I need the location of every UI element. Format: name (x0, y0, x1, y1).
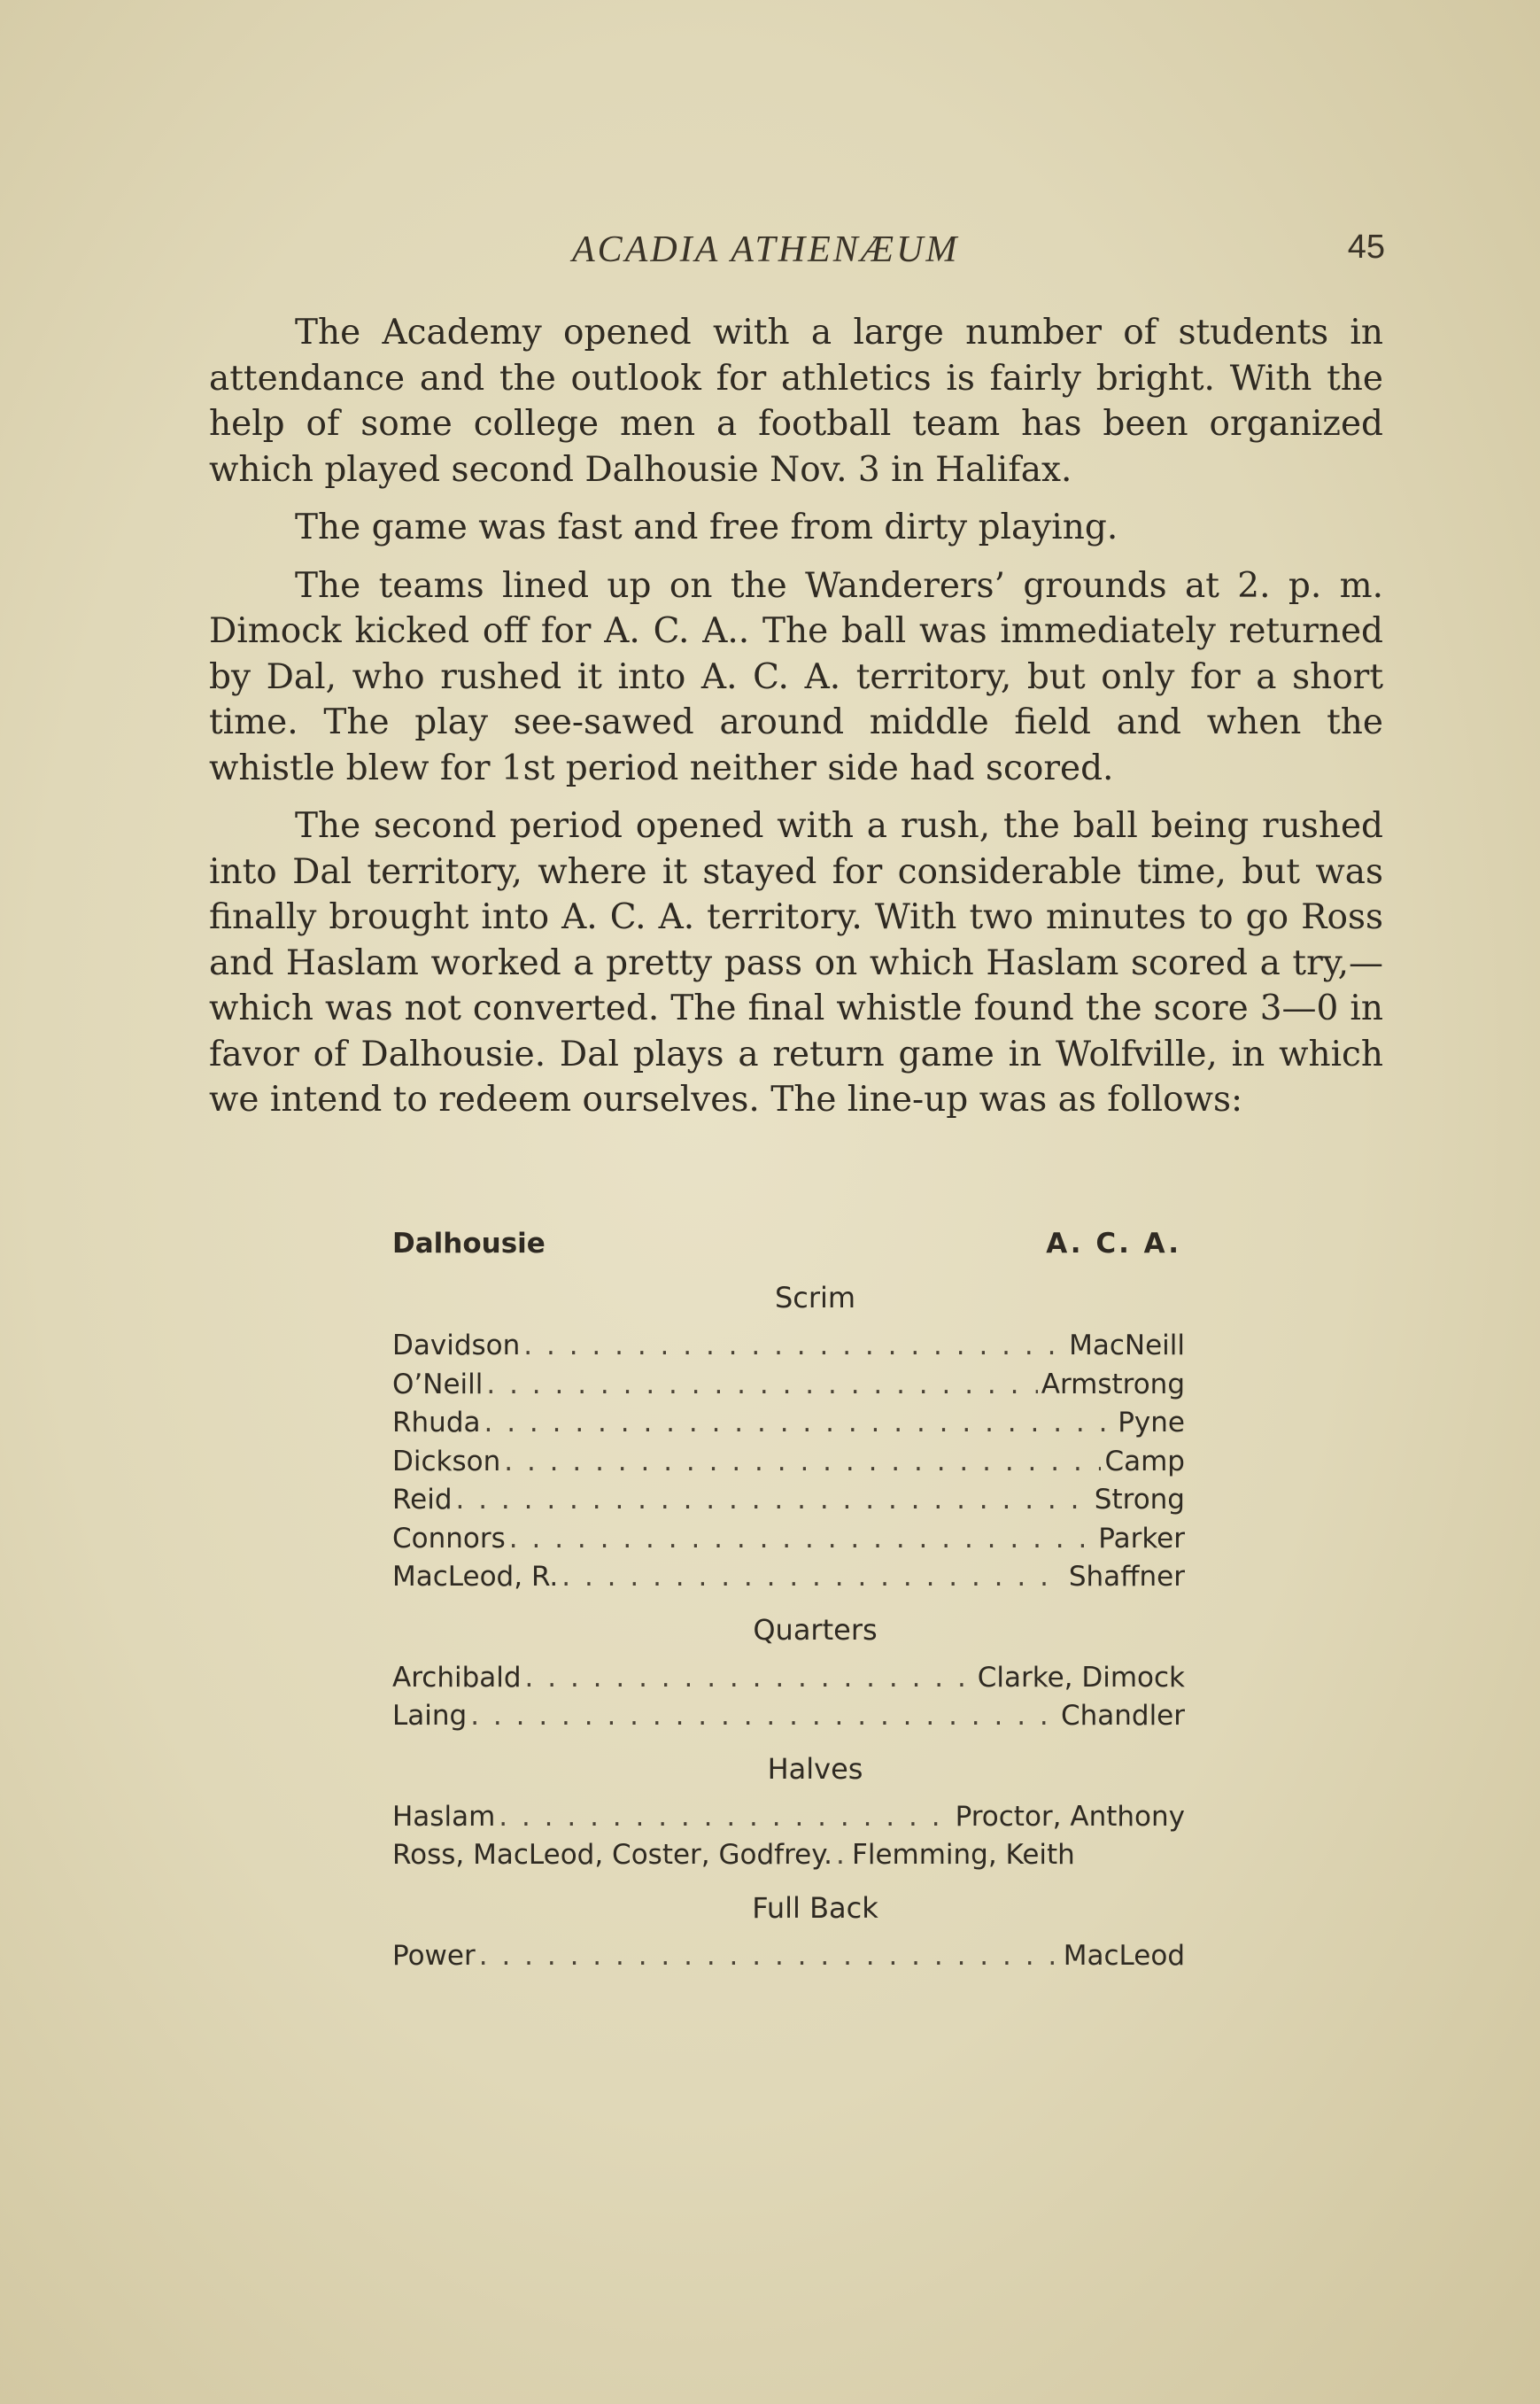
lineup-row (392, 1836, 1185, 1875)
left-player: Reid (392, 1484, 453, 1516)
right-player: Strong (1094, 1484, 1185, 1516)
right-player: Clarke, Dimock (977, 1661, 1185, 1694)
right-player: Chandler (1060, 1700, 1185, 1732)
leader-dots (836, 1836, 848, 1875)
lineup-section-scrim (392, 1277, 1185, 1597)
left-player: MacLeod, R. (392, 1561, 559, 1593)
leader-dots (470, 1697, 1057, 1736)
right-player: Camp (1104, 1445, 1185, 1477)
right-player: Armstrong (1041, 1368, 1185, 1400)
leader-dots (484, 1404, 1115, 1443)
leader-dots (456, 1481, 1091, 1520)
section-title: Halves (767, 1751, 863, 1786)
running-title: ACADIA ATHENÆUM (572, 229, 960, 270)
lineup-row (392, 1697, 1185, 1736)
left-player: O’Neill (392, 1368, 484, 1400)
lineup-section-full-back (392, 1888, 1185, 1976)
left-player: Dickson (392, 1445, 501, 1477)
lineup-row (392, 1327, 1185, 1366)
section-title: Scrim (774, 1281, 856, 1314)
section-title: Full Back (752, 1890, 878, 1925)
article-body (209, 310, 1383, 1136)
right-player: Parker (1098, 1522, 1185, 1555)
lineup-row (392, 1659, 1185, 1698)
lineup-row (392, 1404, 1185, 1443)
leader-dots (509, 1520, 1095, 1559)
left-player: Laing (392, 1700, 468, 1732)
left-player: Power (392, 1939, 476, 1972)
lineup-section-halves (392, 1749, 1185, 1875)
lineup-table (392, 1228, 1185, 1988)
leader-dots (525, 1659, 974, 1698)
paragraph: The teams lined up on the Wanderers’ grounds at 2. p. m. Dimock kicked off for A. C. A.. The ball was immediately returned by Dal, who rushed it into A. C. A. territory, but only for a short time. The play see-sawed around middle field and when the whistle blew for 1st period neither side had scored. (209, 565, 1383, 788)
lineup-row (392, 1558, 1185, 1597)
right-player: Flemming, Keith (852, 1839, 1075, 1871)
left-player: Archibald (392, 1661, 522, 1694)
leader-dots (561, 1558, 1065, 1597)
left-player: Ross, MacLeod, Coster, Godfrey. (392, 1839, 832, 1871)
paragraph: The game was fast and free from dirty playing. (295, 508, 1118, 547)
lineup-header (392, 1228, 1185, 1274)
page-number: 45 (1347, 229, 1385, 266)
left-player: Connors (392, 1522, 506, 1555)
lineup-row (392, 1798, 1185, 1837)
lineup-row (392, 1520, 1185, 1559)
right-team-name: A. C. A. (1046, 1228, 1181, 1260)
left-player: Rhuda (392, 1407, 481, 1439)
right-player: MacLeod (1063, 1939, 1185, 1972)
page-header (563, 229, 1385, 282)
leader-dots (523, 1327, 1065, 1366)
left-player: Haslam (392, 1800, 496, 1833)
left-player: Davidson (392, 1330, 521, 1361)
leader-dots (486, 1366, 1037, 1405)
leader-dots (499, 1798, 951, 1837)
lineup-row (392, 1481, 1185, 1520)
right-player: Proctor, Anthony (955, 1800, 1185, 1833)
right-player: MacNeill (1069, 1330, 1185, 1361)
paragraph: The second period opened with a rush, the ball being rushed into Dal territory, where it stayed for considerable time, but was finally brought into A. C. A. territory. With two minutes to go Ross and Haslam worked a pretty pass on which Haslam scored a try,—which was not converted. The final whistle found the score 3—0 in favor of Dalhousie. Dal plays a return game in Wolfville, in which we intend to redeem ourselves. The line-up was as follows: (209, 806, 1383, 1120)
paragraph: The Academy opened with a large number of students in attendance and the outlook for athletics is fairly bright. With the help of some college men a football team has been organized which played second Dalhousie Nov. 3 in Halifax. (209, 313, 1383, 490)
leader-dots (479, 1937, 1060, 1976)
lineup-row (392, 1937, 1185, 1976)
leader-dots (504, 1443, 1101, 1482)
left-team-name: Dalhousie (392, 1228, 546, 1260)
lineup-section-quarters (392, 1609, 1185, 1736)
lineup-row (392, 1443, 1185, 1482)
right-player: Shaffner (1068, 1561, 1185, 1593)
section-title: Quarters (753, 1612, 878, 1647)
right-player: Pyne (1118, 1407, 1185, 1439)
lineup-row (392, 1366, 1185, 1405)
